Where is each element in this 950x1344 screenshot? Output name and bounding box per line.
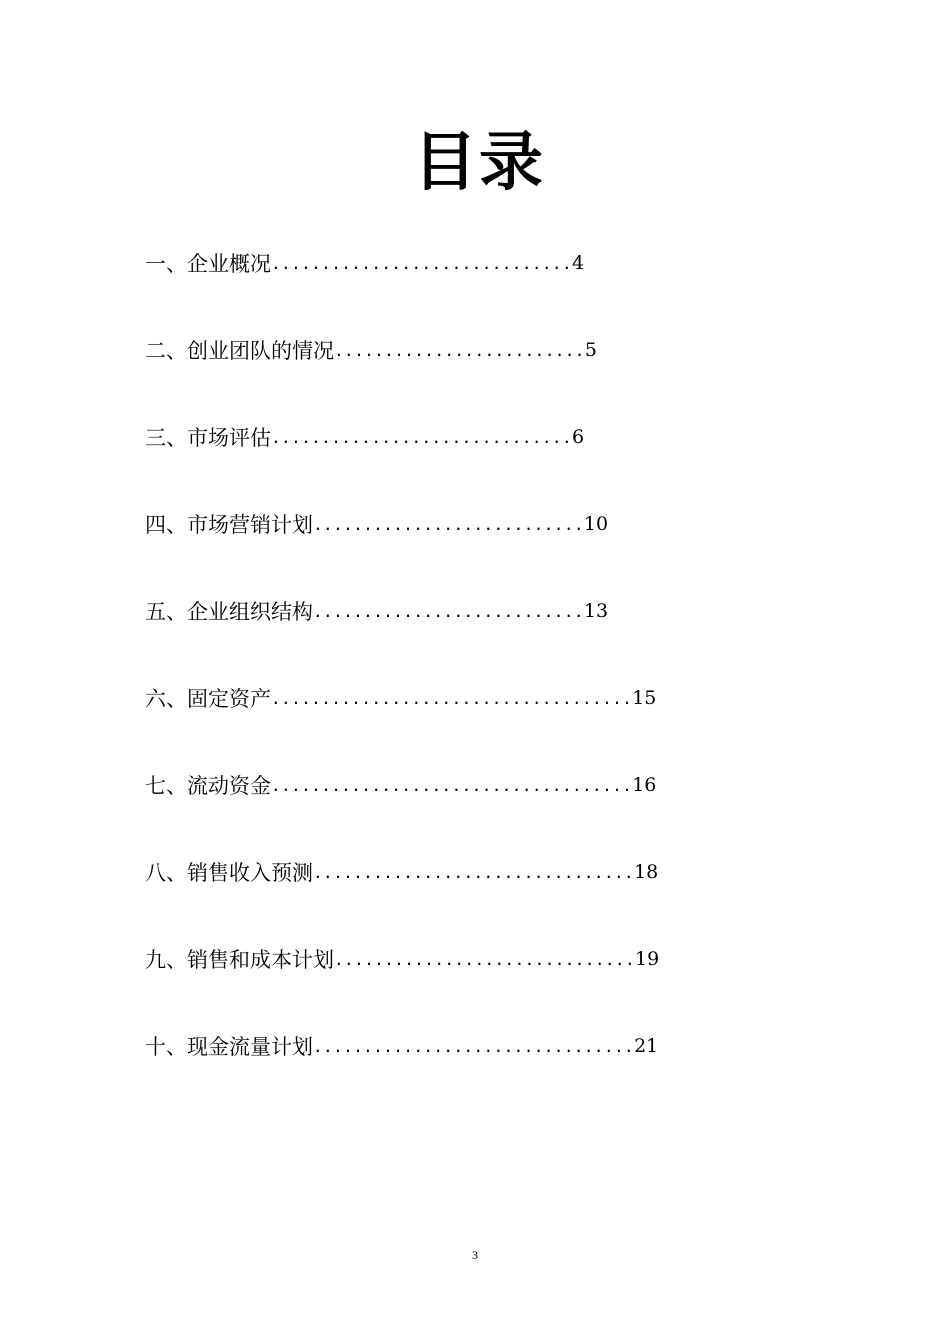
toc-entry[interactable] [145,414,584,460]
toc-entry-label: 十、现金流量计划 [145,1035,313,1059]
toc-entry-page: 13 [583,600,609,622]
toc-entry-page: 19 [634,948,660,970]
toc-entry[interactable] [145,675,656,721]
toc-entry[interactable] [145,588,608,634]
toc-entry-label: 二、创业团队的情况 [145,339,334,363]
toc-entry-leader: .............................. [271,427,572,447]
toc-entry-page: 6 [571,426,585,448]
toc-entry-label: 三、市场评估 [145,426,271,450]
page-title: 目录 [413,126,545,200]
toc-entry-label: 七、流动资金 [145,774,271,798]
toc-entry-label: 六、固定资产 [145,687,271,711]
toc-entry-leader: ........................... [313,514,584,534]
toc-entry-page: 4 [571,252,585,274]
toc-entry[interactable] [145,849,658,895]
toc-entry-label: 八、销售收入预测 [145,861,313,885]
toc-entry[interactable] [145,501,608,547]
toc-entry-page: 15 [632,687,657,709]
toc-entry-label: 四、市场营销计划 [145,513,313,537]
toc-entry[interactable] [145,327,597,373]
toc-entry-leader: .............................. [271,253,572,273]
toc-entry[interactable] [145,762,656,808]
toc-entry-leader: ......................... [334,340,585,360]
toc-entry-leader: ................................ [313,862,635,882]
toc-entry[interactable] [145,240,584,286]
toc-entry-page: 18 [634,861,659,883]
toc-entry-label: 一、企业概况 [145,252,271,276]
toc-entry-label: 九、销售和成本计划 [145,948,334,972]
toc-entry[interactable] [145,936,659,982]
toc-entry-label: 五、企业组织结构 [145,600,313,624]
toc-entry-leader: ........................... [313,601,584,621]
toc-entry-leader: .............................. [334,949,635,969]
toc-entry-page: 16 [632,774,657,796]
toc-entry-page: 21 [634,1035,659,1057]
toc-entry-leader: ................................ [313,1036,635,1056]
toc-entry-leader: .................................... [271,688,633,708]
toc-entry-leader: .................................... [271,775,633,795]
toc-entry[interactable] [145,1023,658,1069]
page-number: 3 [472,1248,478,1262]
toc-entry-page: 5 [584,339,597,361]
toc-entry-page: 10 [583,513,609,535]
